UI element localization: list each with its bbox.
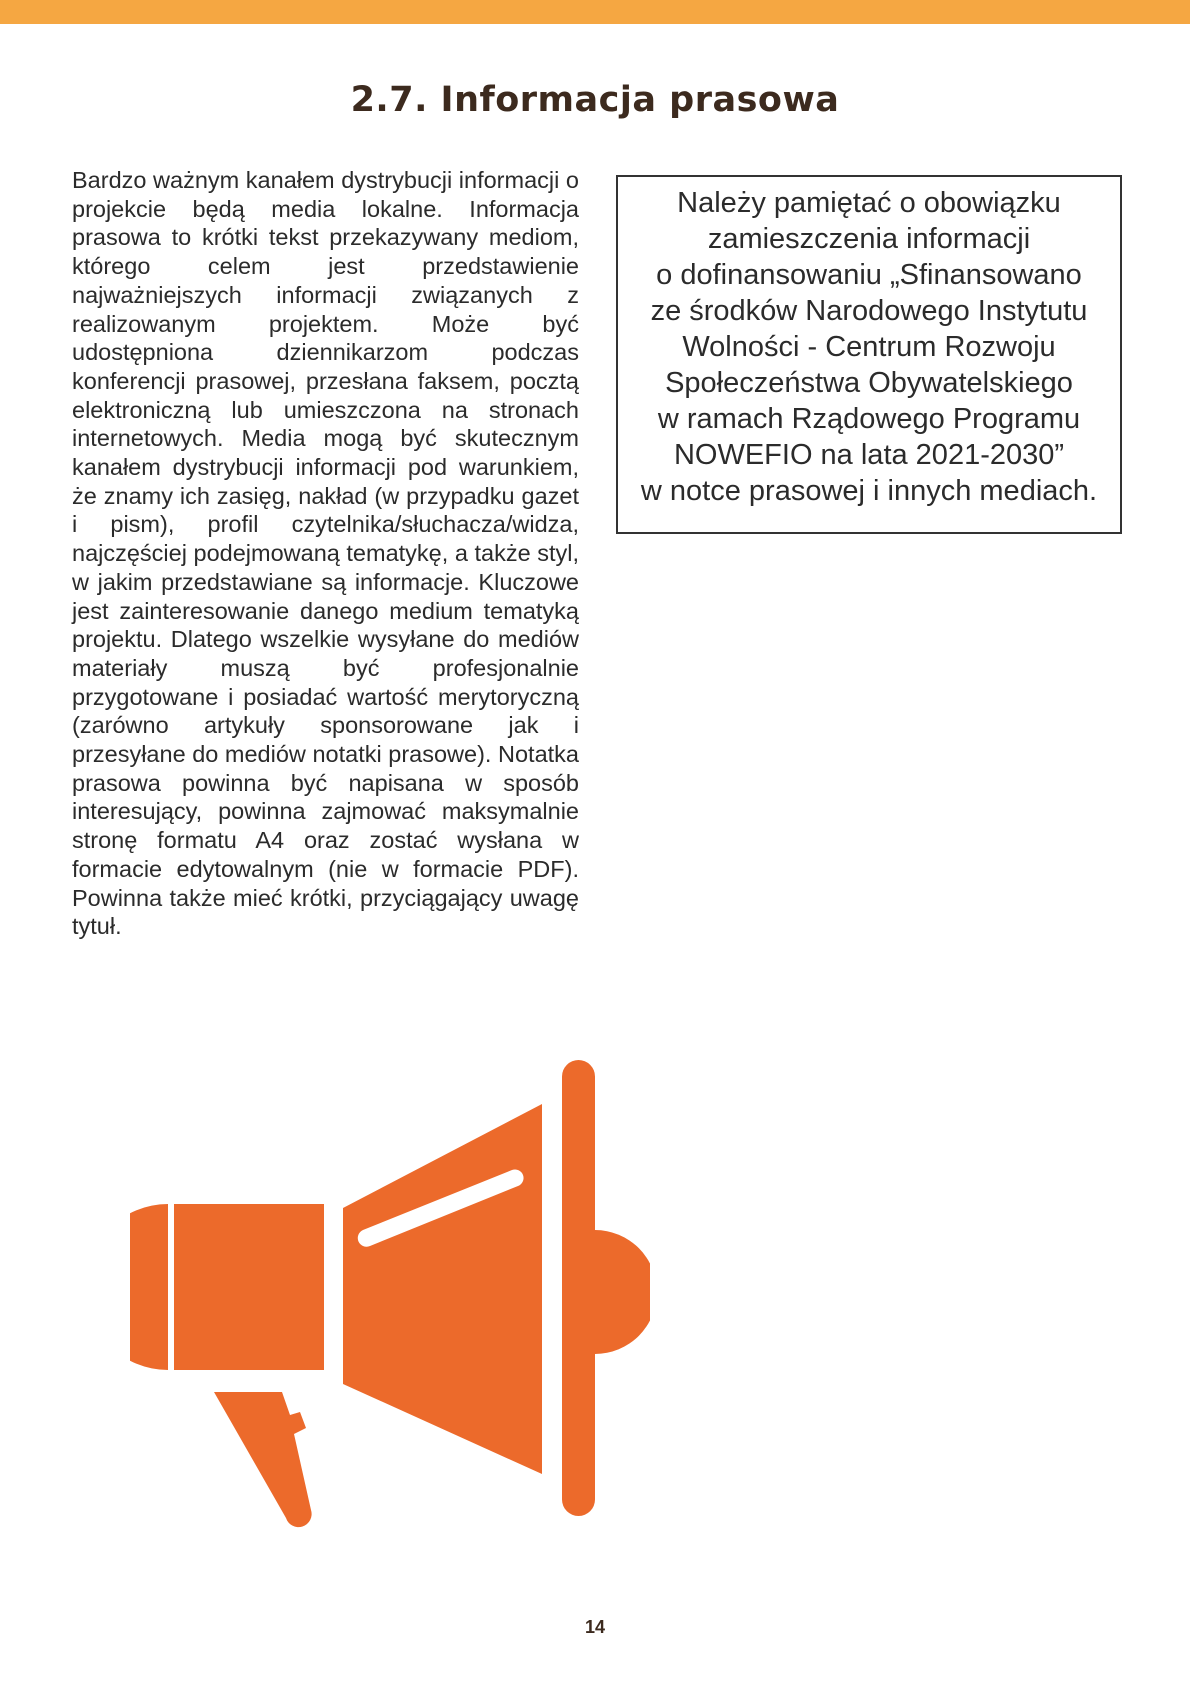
body-paragraph: Bardzo ważnym kanałem dystrybucji informacji o projekcie będą media lokalne. Informacja prasowa to krótki tekst przekazywany mediom, którego celem jest przedstawienie najważniejszych informacji związanych z realizowanym projektem. Może być udostępniona dziennikarzom podczas konferencji prasowej, przesłana faksem, pocztą elektroniczną lub umieszczona na stronach internetowych. Media mogą być skutecznym kanałem dystrybucji informacji pod warunkiem, że znamy ich zasięg, nakład (w przypadku gazet i pism), profil czytelnika/słuchacza/widza, najczęściej podejmowaną tematykę, a także styl, w jakim przedstawiane są informacje. Kluczowe jest zainteresowanie danego medium tematyką projektu. Dlatego wszelkie wysyłane do mediów materiały muszą być profesjonalnie przygotowane i posiadać wartość merytoryczną (zarówno artykuły sponsorowane jak i przesyłane do mediów notatki prasowe). Notatka prasowa powinna być napisana w sposób interesujący, powinna zajmować maksymalnie stronę formatu A4 oraz zostać wysłana w formacie edytowalnym (nie w formacie PDF). Powinna także mieć krótki, przyciągający uwagę tytuł. bbox=[72, 167, 579, 940]
megaphone-horn bbox=[343, 1104, 542, 1474]
top-accent-bar bbox=[0, 0, 1190, 24]
page-title: 2.7. Informacja prasowa bbox=[350, 80, 840, 120]
megaphone-rear-cap bbox=[130, 1204, 168, 1370]
megaphone-handle bbox=[214, 1392, 312, 1527]
page-number: 14 bbox=[584, 1617, 606, 1637]
notice-box bbox=[616, 175, 1122, 534]
megaphone-dome bbox=[595, 1230, 650, 1354]
megaphone-rim bbox=[562, 1060, 595, 1516]
notice-text: Należy pamiętać o obowiązku zamieszczenia informacji o dofinansowaniu „Sfinansowano ze środków Narodowego Instytutu Wolności - Centrum Rozwoju Społeczeństwa Obywatelskiego w ramach Rządowego Programu NOWEFIO na lata 2021-2030” w notce prasowej i innych mediach. bbox=[640, 187, 1098, 507]
megaphone-body bbox=[174, 1204, 324, 1370]
megaphone-icon bbox=[130, 1060, 650, 1540]
